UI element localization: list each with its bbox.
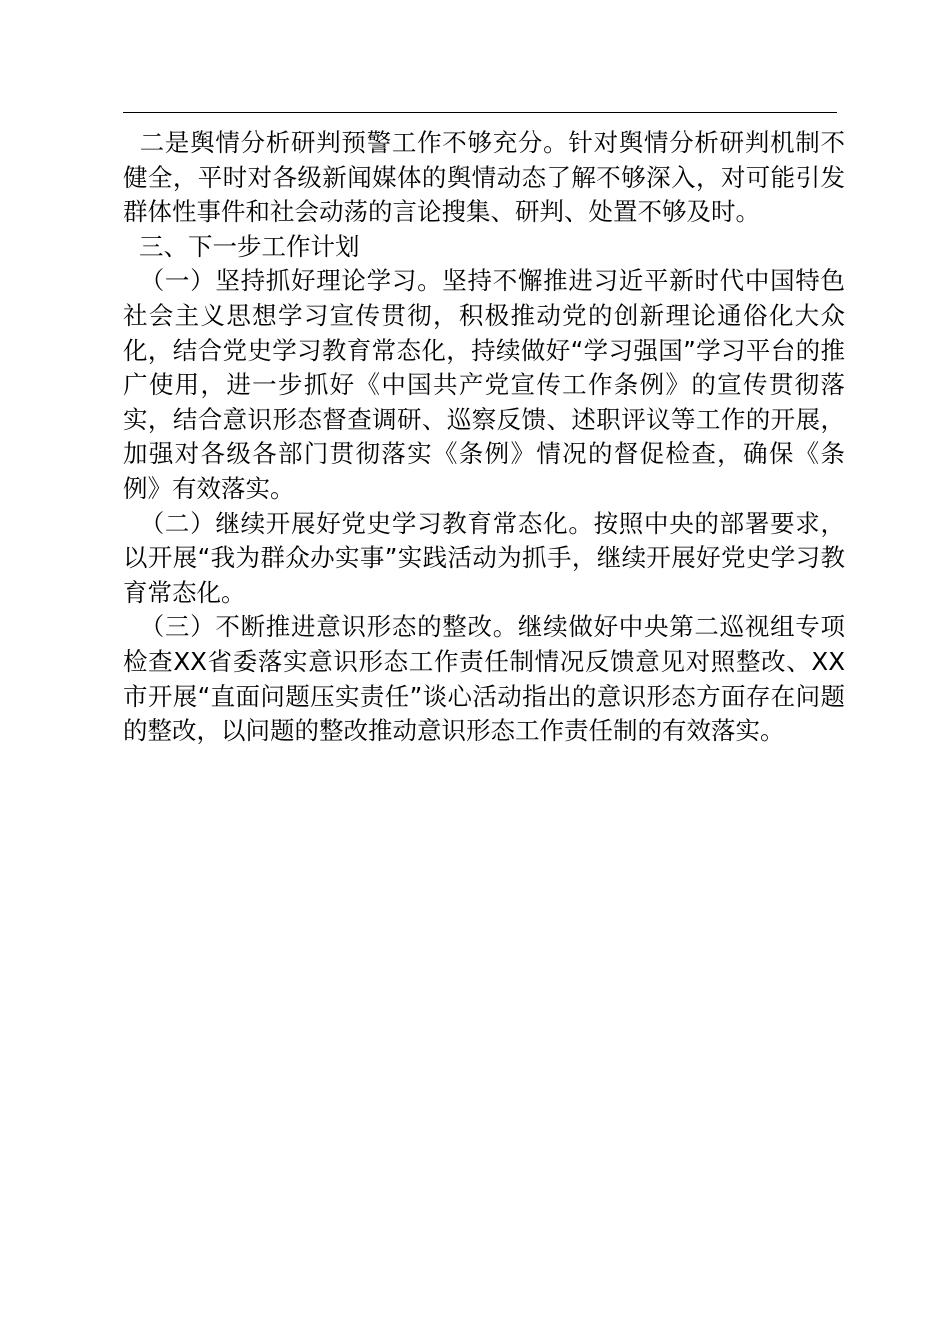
paragraph-text: （三）不断推进意识形态的整改。继续做好中央第二巡视组专项检查XX省委落实意识形态工作责任制情况反馈意见对照整改、XX市开展“直面问题压实责任”谈心活动指出的意识形态方面存在问题的整改，以问题的整改推动意识形态工作责任制的有效落实。	[123, 612, 845, 746]
paragraph-rectification	[123, 610, 845, 748]
paragraph-text: （二）继续开展好党史学习教育常态化。按照中央的部署要求，以开展“我为群众办实事”实践活动为抓手，继续开展好党史学习教育常态化。	[123, 508, 845, 607]
header-rule	[123, 112, 837, 113]
section-heading-next-steps	[123, 230, 845, 265]
paragraph-text: （一）坚持抓好理论学习。坚持不懈推进习近平新时代中国特色社会主义思想学习宣传贯彻，积极推动党的创新理论通俗化大众化，结合党史学习教育常态化，持续做好“学习强国”学习平台的推广使用，进一步抓好《中国共产党宣传工作条例》的宣传贯彻落实，结合意识形态督查调研、巡察反馈、述职评议等工作的开展，加强对各级各部门贯彻落实《条例》情况的督促检查，确保《条例》有效落实。	[123, 266, 845, 503]
paragraph-party-history	[123, 507, 845, 611]
document-body	[123, 126, 845, 749]
paragraph-theory-study	[123, 264, 845, 506]
paragraph-public-opinion	[123, 126, 845, 230]
paragraph-text: 二是舆情分析研判预警工作不够充分。针对舆情分析研判机制不健全，平时对各级新闻媒体的舆情动态了解不够深入，对可能引发群体性事件和社会动荡的言论搜集、研判、处置不够及时。	[123, 128, 845, 227]
heading-text: 三、下一步工作计划	[139, 231, 360, 261]
